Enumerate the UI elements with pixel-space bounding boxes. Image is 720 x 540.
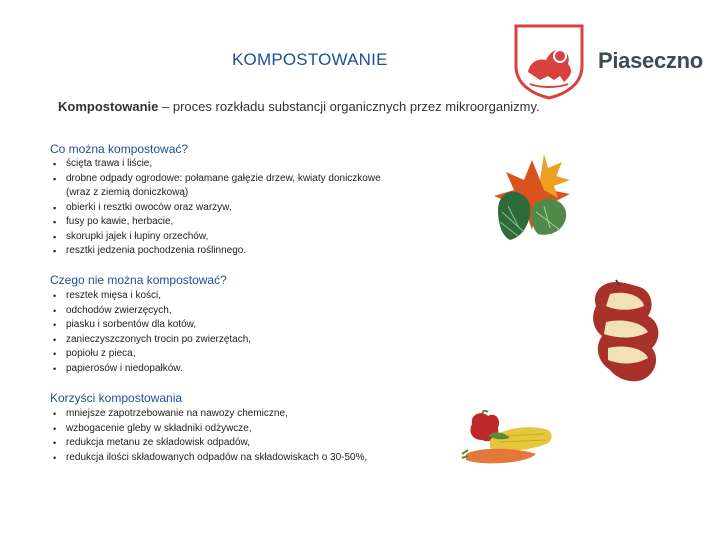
definition-term: Kompostowanie	[58, 99, 159, 114]
list-item: ▪ drobne odpady ogrodowe: połamane gałęzie drzew, kwiaty doniczkowe	[60, 172, 381, 187]
list-item: • redukcja ilości składowanych odpadów na składowiskach o 30-50%,	[60, 451, 367, 466]
list-item: • piasku i sorbentów dla kotów,	[60, 318, 251, 333]
list-item: • wzbogacenie gleby w składniki odżywcze,	[60, 422, 367, 437]
definition-text: – proces rozkładu substancji organicznych przez mikroorganizmy.	[158, 99, 540, 114]
list-benefits	[60, 407, 367, 465]
list-item: • papierosów i niedopałków.	[60, 362, 251, 377]
list-item: ▪ resztki jedzenia pochodzenia roślinnego.	[60, 244, 381, 259]
list-item: ▪ ścięta trawa i liście,	[60, 157, 381, 172]
page-title: KOMPOSTOWANIE	[232, 50, 388, 69]
list-cannot-compost	[60, 289, 251, 376]
list-item: • popiołu z pieca,	[60, 347, 251, 362]
list-item: • mniejsze zapotrzebowanie na nawozy chemiczne,	[60, 407, 367, 422]
list-item: ▪ fusy po kawie, herbacie,	[60, 215, 381, 230]
section-heading-cannot-compost: Czego nie można kompostować?	[50, 273, 227, 287]
definition-line	[58, 99, 540, 114]
list-item: • odchodów zwierzęcych,	[60, 304, 251, 319]
piaseczno-crest-icon	[510, 22, 590, 100]
apple-peel-icon	[586, 278, 666, 388]
list-item-continuation	[60, 186, 381, 201]
list-item: • redukcja metanu ze składowisk odpadów,	[60, 436, 367, 451]
vegetables-icon	[460, 410, 560, 472]
logo-wordmark: Piaseczno	[598, 48, 703, 73]
list-item: • zanieczyszczonych trocin po zwierzętach,	[60, 333, 251, 348]
piaseczno-logo	[510, 22, 703, 100]
section-heading-can-compost: Co można kompostować?	[50, 142, 189, 156]
list-can-compost	[60, 157, 381, 259]
list-item-continuation-text: (wraz z ziemią doniczkową)	[66, 187, 189, 198]
leaves-icon	[488, 150, 574, 246]
list-item: • resztek mięsa i kości,	[60, 289, 251, 304]
section-heading-benefits: Korzyści kompostowania	[50, 391, 183, 405]
list-item: ▪ obierki i resztki owoców oraz warzyw,	[60, 201, 381, 216]
list-item: ▪ skorupki jajek i łupiny orzechów,	[60, 230, 381, 245]
